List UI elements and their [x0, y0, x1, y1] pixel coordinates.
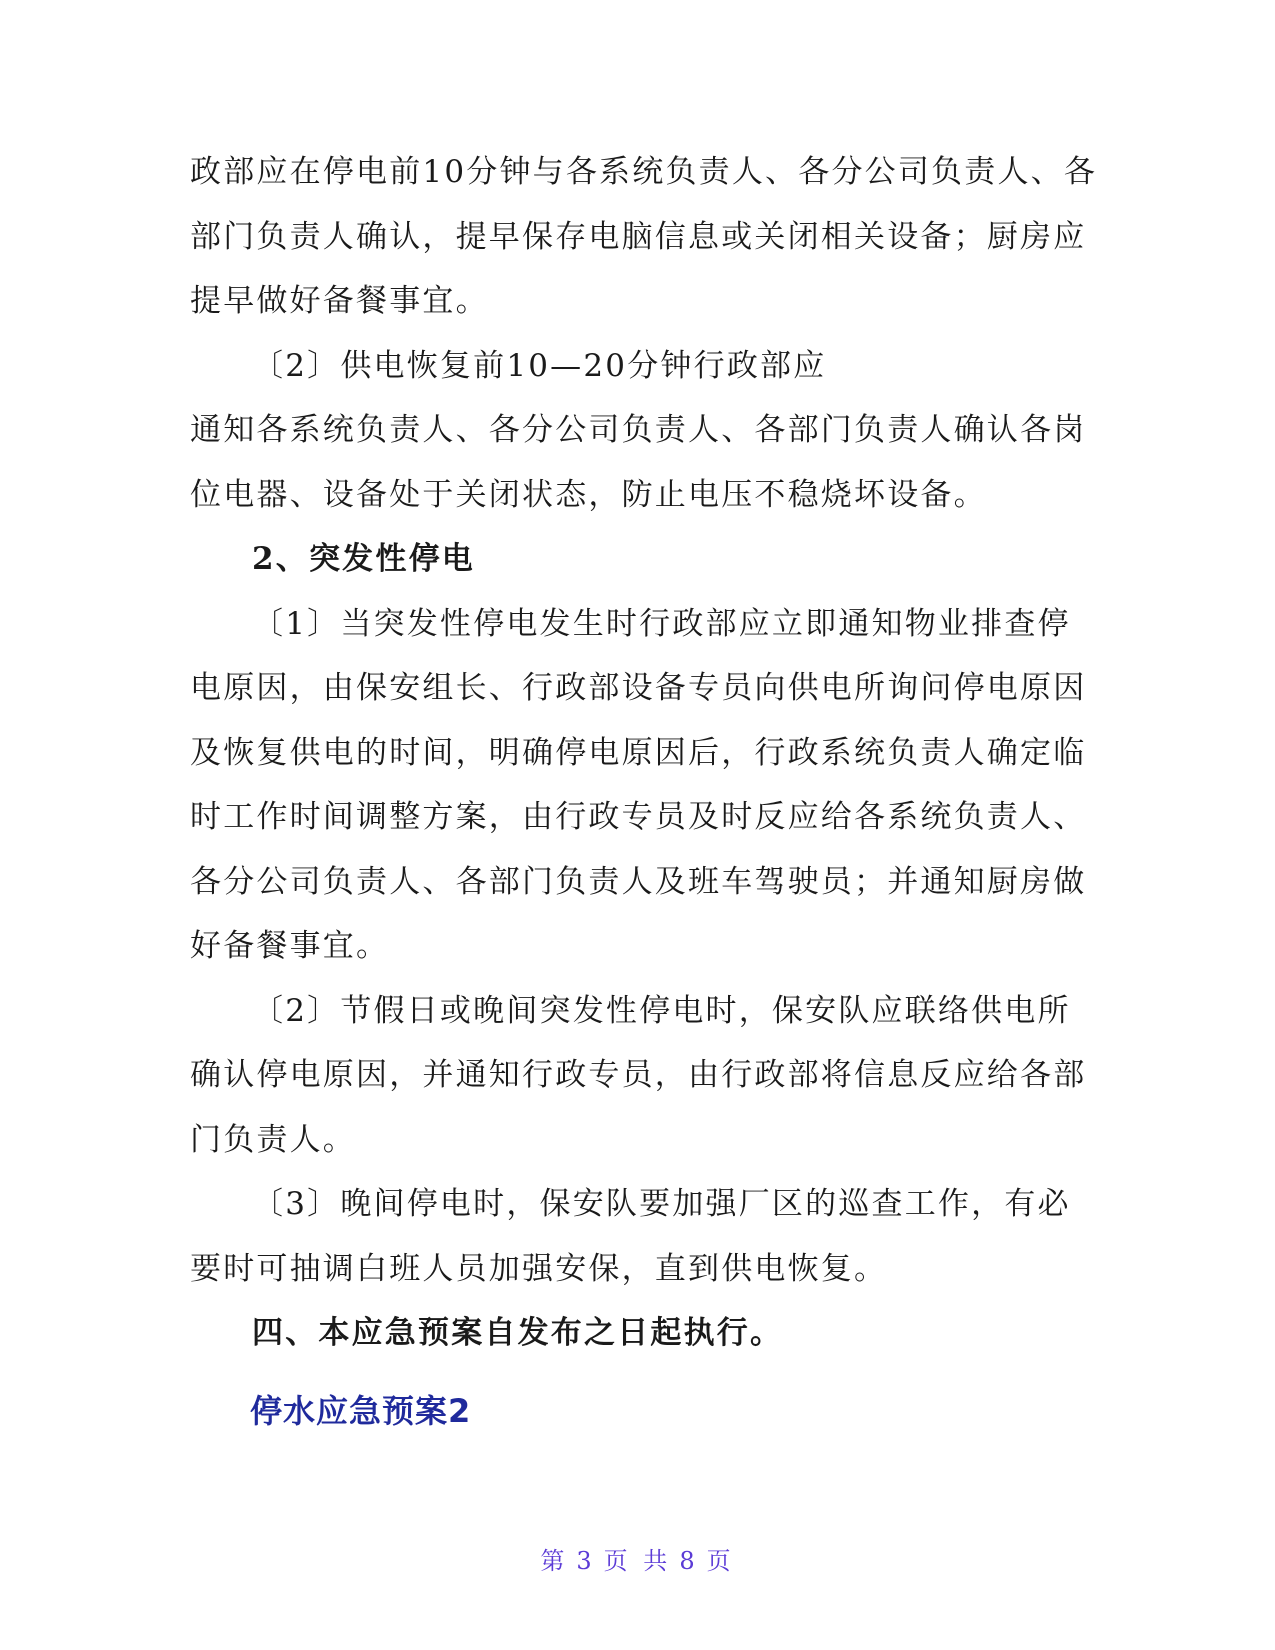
- footer-prefix: 第: [540, 1547, 569, 1575]
- body-line: 要时可抽调白班人员加强安保，直到供电恢复。: [190, 1250, 888, 1287]
- body-line: 确认停电原因，并通知行政专员，由行政部将信息反应给各部: [190, 1057, 1087, 1093]
- list-item-line: 〔1〕当突发性停电发生时行政部应立即通知物业排查停: [252, 605, 1071, 642]
- body-line: 通知各系统负责人、各分公司负责人、各部门负责人确认各岗: [190, 412, 1087, 448]
- body-line: 门负责人。: [190, 1121, 356, 1158]
- section-title: 停水应急预案2: [250, 1392, 472, 1430]
- footer-total-pages: 8: [679, 1547, 699, 1575]
- body-line: 及恢复供电的时间，明确停电原因后，行政系统负责人确定临: [190, 734, 1087, 771]
- section-statement: 四、本应急预案自发布之日起执行。: [252, 1315, 784, 1351]
- page-footer: [0, 1541, 1275, 1576]
- document-body: [190, 140, 1098, 1366]
- body-line: 部门负责人确认，提早保存电脑信息或关闭相关设备；厨房应: [190, 218, 1087, 255]
- list-item-line: 〔2〕节假日或晚间突发性停电时，保安队应联络供电所: [252, 992, 1071, 1029]
- body-line: 各分公司负责人、各部门负责人及班车驾驶员；并通知厨房做: [190, 863, 1087, 900]
- list-item-line: 〔2〕供电恢复前10—20分钟行政部应: [252, 347, 827, 384]
- body-line: 位电器、设备处于关闭状态，防止电压不稳烧坏设备。: [190, 476, 987, 513]
- footer-suffix: 页: [706, 1547, 735, 1575]
- body-line: 政部应在停电前10分钟与各系统负责人、各分公司负责人、各: [190, 154, 1098, 190]
- body-line: 好备餐事宜。: [190, 928, 390, 964]
- footer-page-number: 3: [576, 1547, 596, 1575]
- subsection-heading: 2、突发性停电: [252, 541, 475, 577]
- body-line: 电原因，由保安组长、行政部设备专员向供电所询问停电原因: [190, 670, 1087, 706]
- list-item-line: 〔3〕晚间停电时，保安队要加强厂区的巡查工作，有必: [252, 1186, 1071, 1222]
- body-line: 时工作时间调整方案，由行政专员及时反应给各系统负责人、: [190, 799, 1087, 835]
- footer-middle: 页 共: [603, 1547, 672, 1575]
- body-line: 提早做好备餐事宜。: [190, 283, 489, 319]
